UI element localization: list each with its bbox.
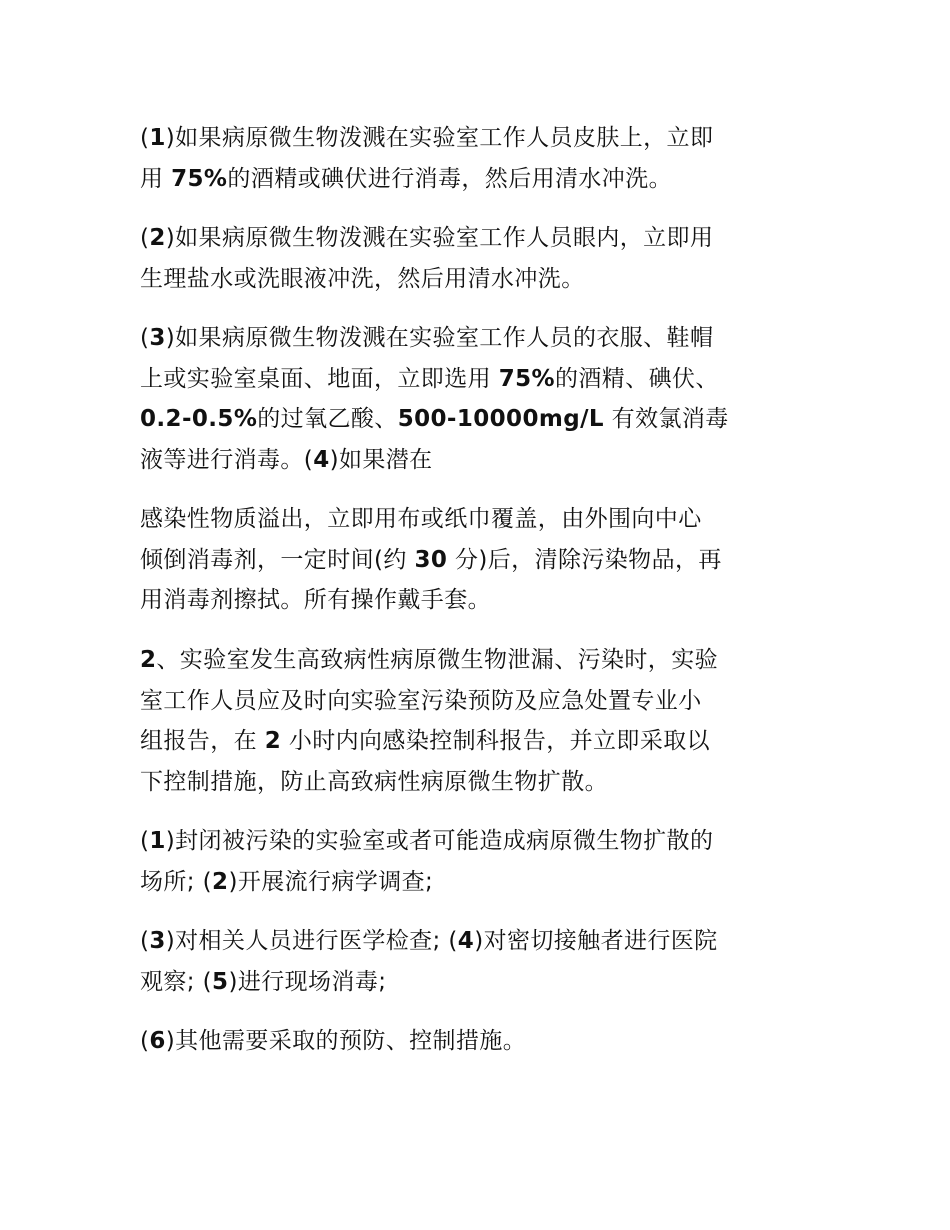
text-run: )对相关人员进行医学检查; ( (165, 928, 458, 954)
text-run: 倾倒消毒剂，一定时间(约 (140, 546, 415, 573)
text-run: )其他需要采取的预防、控制措施。 (165, 1028, 527, 1054)
text-line (140, 962, 820, 1003)
bold-text-run: 1 (149, 828, 166, 854)
bold-text-run: 3 (149, 928, 166, 954)
paragraph-measure-6 (140, 1021, 820, 1062)
bold-text-run: 2 (212, 868, 229, 895)
bold-text-run: 75% (498, 365, 555, 392)
bold-text-run: 0.2-0.5% (140, 406, 258, 432)
text-run: 场所; ( (140, 868, 213, 895)
paragraph-spill-cleanup (140, 499, 820, 621)
text-run: 生理盐水或洗眼液冲洗，然后用清水冲洗。 (140, 265, 585, 292)
bold-text-run: 500-10000mg/L (397, 406, 604, 432)
text-run: 的酒精、碘伏、 (554, 365, 719, 392)
text-line (140, 681, 820, 722)
text-run: 组报告，在 (140, 728, 265, 754)
text-run: 下控制措施，防止高致病性病原微生物扩散。 (140, 768, 608, 795)
text-run: 、实验室发生高致病性病原微生物泄漏、污染时，实验 (156, 647, 719, 673)
text-run: ( (140, 928, 150, 954)
text-line (140, 118, 820, 159)
text-run: 观察; ( (140, 968, 213, 995)
text-run: 有效氯消毒 (603, 406, 729, 432)
text-line (140, 721, 820, 762)
text-line (140, 821, 820, 862)
text-run: 液等进行消毒。( (140, 446, 314, 473)
bold-text-run: 2 (140, 647, 157, 673)
text-line (140, 318, 820, 359)
bold-text-run: 1 (149, 125, 166, 151)
text-run: )开展流行病学调查; (228, 868, 434, 895)
bold-text-run: 75% (171, 165, 228, 192)
paragraph-eye-splash (140, 218, 820, 299)
text-run: ( (140, 225, 150, 251)
text-run: )如果病原微生物泼溅在实验室工作人员皮肤上，立即 (165, 125, 714, 151)
text-run: 上或实验室桌面、地面，立即选用 (140, 365, 499, 392)
text-run: )进行现场消毒; (228, 968, 387, 995)
bold-text-run: 4 (457, 928, 475, 954)
text-run: )如果病原微生物泼溅在实验室工作人员的衣服、鞋帽 (165, 325, 714, 351)
text-run: ( (140, 325, 150, 351)
bold-text-run: 2 (149, 225, 166, 251)
text-line (140, 640, 820, 681)
text-line (140, 580, 820, 621)
paragraph-skin-splash (140, 118, 820, 199)
text-run: )对密切接触者进行医院 (474, 928, 718, 954)
text-run: ( (140, 828, 150, 854)
text-line (140, 399, 820, 440)
text-run: 室工作人员应及时向实验室污染预防及应急处置专业小 (140, 687, 702, 714)
text-line (140, 540, 820, 581)
paragraph-measures-1-2 (140, 821, 820, 902)
text-line (140, 218, 820, 259)
paragraph-clothing-surface-splash (140, 318, 820, 480)
text-run: 小时内向感染控制科报告，并立即采取以 (281, 728, 711, 754)
text-line (140, 862, 820, 903)
text-run: 用消毒剂擦拭。所有操作戴手套。 (140, 587, 491, 613)
text-run: )如果潜在 (329, 446, 433, 473)
bold-text-run: 30 (414, 546, 448, 573)
text-run: 的过氧乙酸、 (257, 406, 398, 432)
bold-text-run: 5 (212, 968, 229, 995)
text-line (140, 762, 820, 803)
text-run: )封闭被污染的实验室或者可能造成病原微生物扩散的 (165, 828, 714, 854)
text-line (140, 499, 820, 540)
text-run: ( (140, 1028, 150, 1054)
bold-text-run: 6 (149, 1028, 166, 1054)
text-run: )如果病原微生物泼溅在实验室工作人员眼内，立即用 (165, 225, 714, 251)
text-line (140, 159, 820, 200)
text-line (140, 1021, 820, 1062)
text-line (140, 440, 820, 481)
text-line (140, 921, 820, 962)
text-run: 感染性物质溢出，立即用布或纸巾覆盖，由外围向中心 (140, 506, 702, 532)
text-run: 分)后，清除污染物品，再 (447, 546, 722, 573)
bold-text-run: 4 (313, 446, 330, 473)
text-run: 的酒精或碘伏进行消毒，然后用清水冲洗。 (227, 165, 672, 192)
paragraph-leak-report (140, 640, 820, 802)
bold-text-run: 2 (264, 728, 282, 754)
text-line (140, 359, 820, 400)
text-run: ( (140, 125, 150, 151)
text-run: 用 (140, 165, 172, 192)
bold-text-run: 3 (149, 325, 166, 351)
text-line (140, 259, 820, 300)
paragraph-measures-3-5 (140, 921, 820, 1002)
